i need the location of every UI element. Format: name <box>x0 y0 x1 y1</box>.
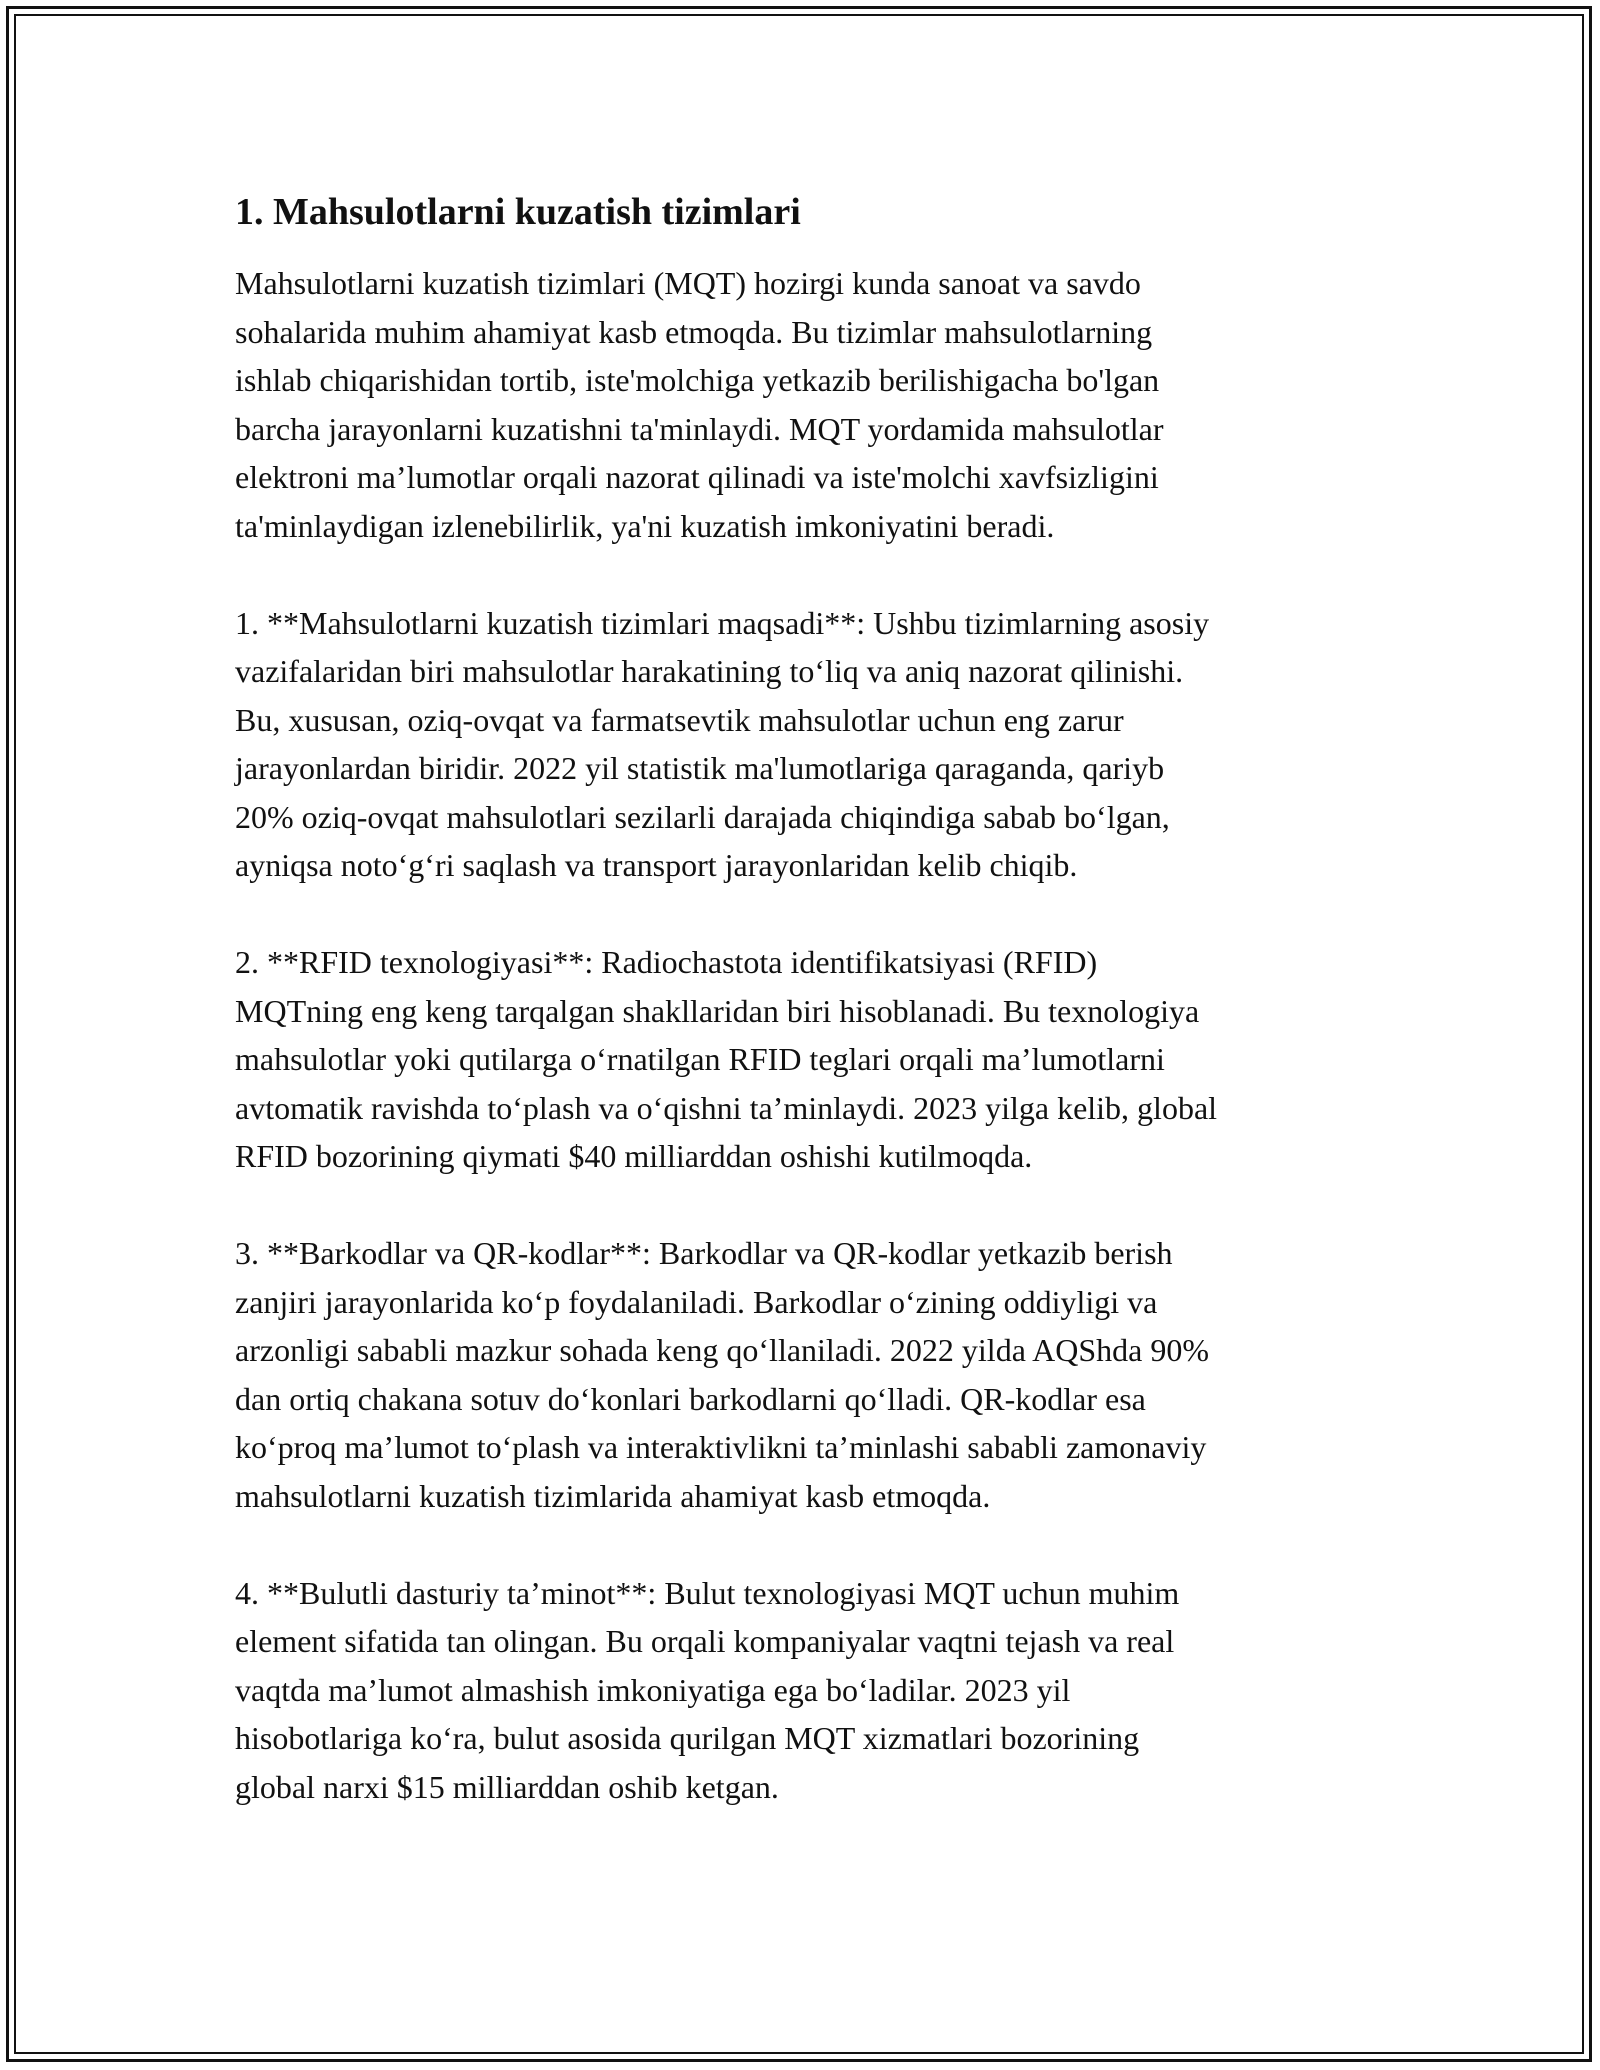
section-cloud-paragraph <box>235 1569 1375 1812</box>
text-line: ta'minlaydigan izlenebilirlik, ya'ni kuzatish imkoniyatini beradi. <box>235 507 1055 544</box>
text-line: ishlab chiqarishidan tortib, iste'molchiga yetkazib berilishigacha bo'lgan <box>235 362 1160 398</box>
text-line: global narxi $15 milliarddan oshib ketgan. <box>235 1768 779 1805</box>
text-line: ayniqsa noto‘g‘ri saqlash va transport jarayonlaridan kelib chiqib. <box>235 847 1078 883</box>
section-rfid-paragraph <box>235 938 1375 1181</box>
text-line: zanjiri jarayonlarida ko‘p foydalaniladi. Barkodlar o‘zining oddiyligi va <box>235 1283 1158 1320</box>
text-line: elektroni ma’lumotlar orqali nazorat qilinadi va iste'molchi xavfsizligini <box>235 459 1159 495</box>
text-line: arzonligi sababli mazkur sohada keng qo‘llaniladi. 2022 yilda AQShda 90% <box>235 1332 1209 1368</box>
section-barcodes-paragraph <box>235 1229 1375 1520</box>
section-purpose-paragraph <box>235 599 1375 890</box>
text-line: element sifatida tan olingan. Bu orqali kompaniyalar vaqtni tejash va real <box>235 1623 1175 1659</box>
text-line: ko‘proq ma’lumot to‘plash va interaktivlikni ta’minlashi sababli zamonaviy <box>235 1429 1207 1465</box>
text-line: Bu, xususan, oziq-ovqat va farmatsevtik mahsulotlar uchun eng zarur <box>235 701 1124 738</box>
text-line: mahsulotlar yoki qutilarga o‘rnatilgan RFID teglari orqali ma’lumotlarni <box>235 1041 1165 1077</box>
text-line: dan ortiq chakana sotuv do‘konlari barkodlarni qo‘lladi. QR-kodlar esa <box>235 1380 1146 1417</box>
text-line: vazifalaridan biri mahsulotlar harakatining to‘liq va aniq nazorat qilinishi. <box>235 653 1184 689</box>
text-line: vaqtda ma’lumot almashish imkoniyatiga ega bo‘ladilar. 2023 yil <box>235 1671 1071 1708</box>
text-line: 4. **Bulutli dasturiy ta’minot**: Bulut texnologiyasi MQT uchun muhim <box>235 1574 1180 1611</box>
text-line: 2. **RFID texnologiyasi**: Radiochastota identifikatsiyasi (RFID) <box>235 944 1098 980</box>
text-line: sohalarida muhim ahamiyat kasb etmoqda. Bu tizimlar mahsulotlarning <box>235 313 1153 350</box>
text-line: 20% oziq-ovqat mahsulotlari sezilarli darajada chiqindiga sabab bo‘lgan, <box>235 798 1170 835</box>
page-title: 1. Mahsulotlarni kuzatish tizimlari <box>235 191 801 233</box>
text-line: jarayonlardan biridir. 2022 yil statistik ma'lumotlariga qaraganda, qariyb <box>235 750 1165 786</box>
document-body <box>235 185 1375 1860</box>
text-line: 3. **Barkodlar va QR-kodlar**: Barkodlar va QR-kodlar yetkazib berish <box>235 1235 1173 1271</box>
text-line: hisobotlariga ko‘ra, bulut asosida qurilgan MQT xizmatlari bozorining <box>235 1720 1140 1756</box>
text-line: MQTning eng keng tarqalgan shakllaridan biri hisoblanadi. Bu texnologiya <box>235 992 1200 1029</box>
intro-paragraph <box>235 259 1375 550</box>
text-line: mahsulotlarni kuzatish tizimlarida ahamiyat kasb etmoqda. <box>235 1477 991 1514</box>
text-line: avtomatik ravishda to‘plash va o‘qishni ta’minlaydi. 2023 yilga kelib, global <box>235 1089 1218 1126</box>
text-line: RFID bozorining qiymati $40 milliarddan oshishi kutilmoqda. <box>235 1138 1033 1174</box>
text-line: Mahsulotlarni kuzatish tizimlari (MQT) hozirgi kunda sanoat va savdo <box>235 265 1141 301</box>
text-line: barcha jarayonlarni kuzatishni ta'minlaydi. MQT yordamida mahsulotlar <box>235 410 1164 447</box>
text-line: 1. **Mahsulotlarni kuzatish tizimlari maqsadi**: Ushbu tizimlarning asosiy <box>235 604 1210 641</box>
